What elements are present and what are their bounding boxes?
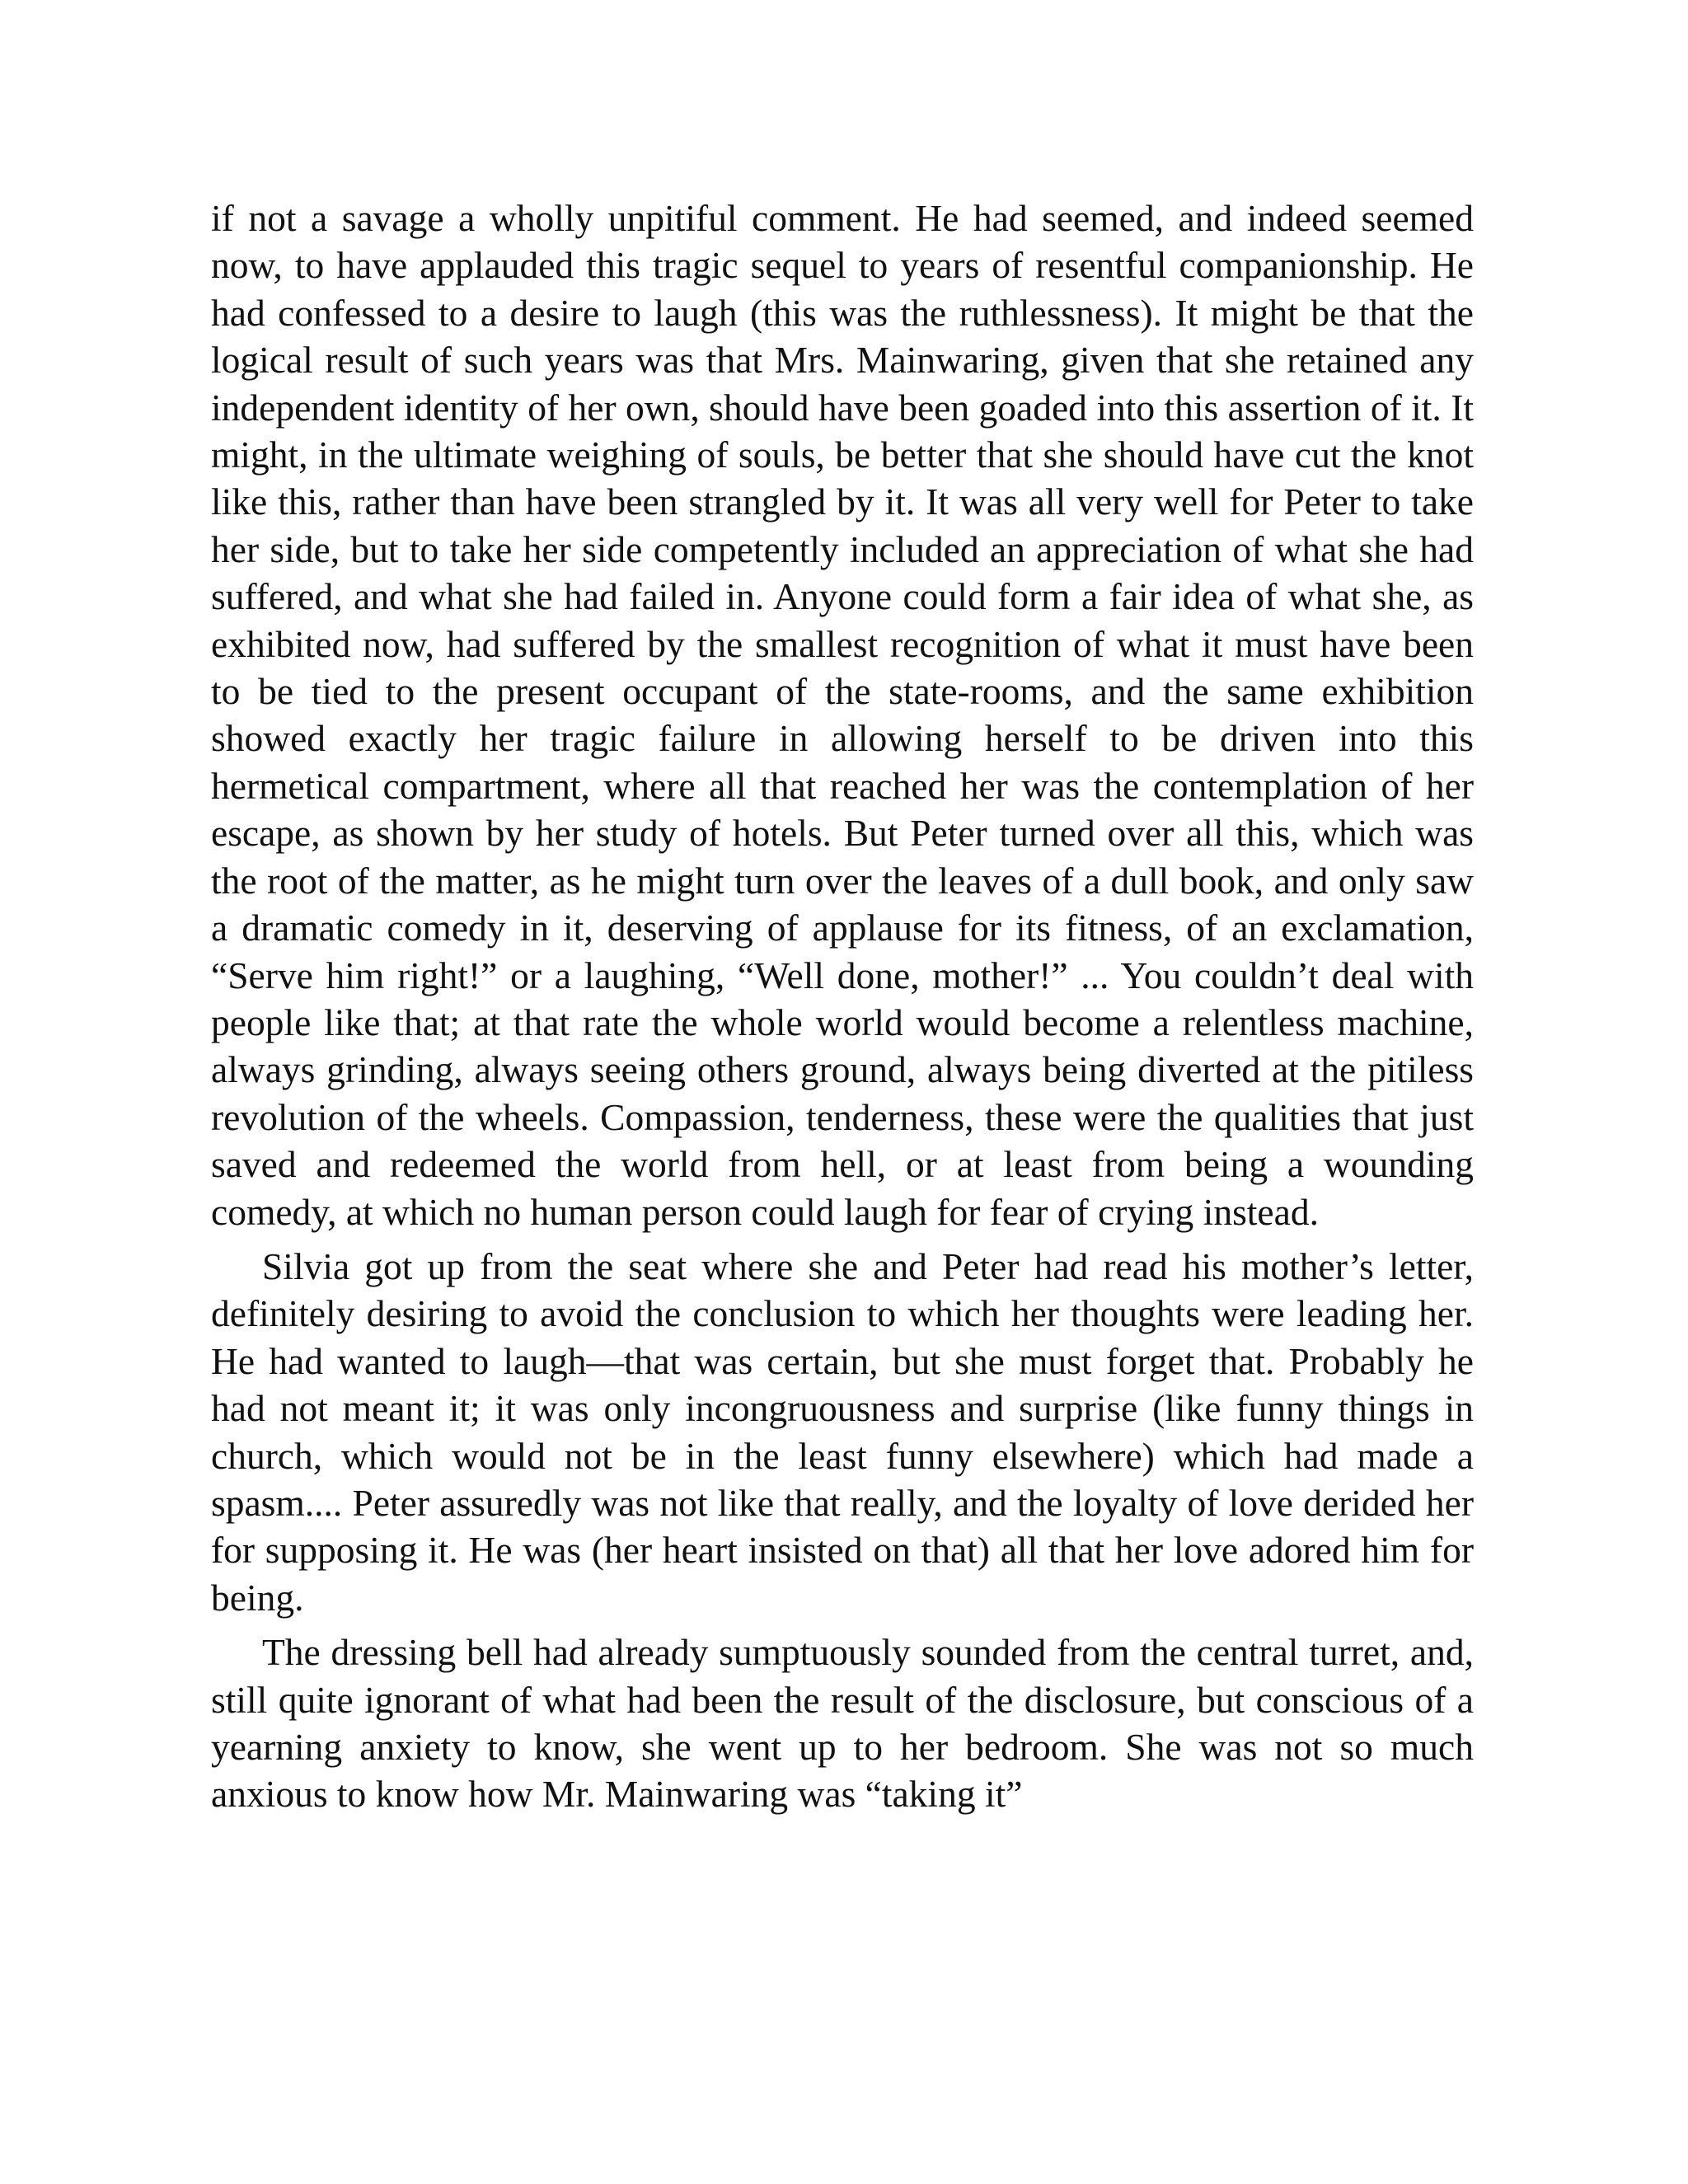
paragraph-dressing-bell: The dressing bell had already sumptuously sounded from the central turret, and, still quite ignorant of what had been the result of the disclosure, but conscious of a yearning anxiety to know, she went up to her bedroom. She was not so much anxious to know how Mr. Mainwaring was “taking it” — [211, 1631, 1474, 1816]
paragraph-silvia: Silvia got up from the seat where she and Peter had read his mother’s letter, definitely desiring to avoid the conclusion to which her thoughts were leading her. He had wanted to laugh—that was certain, but she must forget that. Probably he had not meant it; it was only incongruousness and surprise (like funny things in church, which would not be in the least funny elsewhere) which had made a spasm.... Peter assuredly was not like that really, and the loyalty of love derided her for supposing it. He was (her heart insisted on that) all that her love adored him for being. — [211, 1244, 1474, 1619]
paragraph-continuation: if not a savage a wholly unpitiful comment. He had seemed, and indeed seemed now, to have applauded this tragic sequel to years of resentful companionship. He had confessed to a desire to laugh (this was the ruthlessness). It might be that the logical result of such years was that Mrs. Mainwaring, given that she retained any independent identity of her own, should have been goaded into this assertion of it. It might, in the ultimate weighing of souls, be better that she should have cut the knot like this, rather than have been strangled by it. It was all very well for Peter to take her side, but to take her side competently included an appreciation of what she had suffered, and what she had failed in. Anyone could form a fair idea of what she, as exhibited now, had suffered by the smallest recognition of what it must have been to be tied to the present occupant of the state-rooms, and the same exhibition showed exactly her tragic failure in allowing herself to be driven into this hermetical compartment, where all that reached her was the contemplation of her escape, as shown by her study of hotels. But Peter turned over all this, which was the root of the matter, as he might turn over the leaves of a dull book, and only saw a dramatic comedy in it, deserving of applause for its fitness, of an exclamation, “Serve him right!” or a laughing, “Well done, mother!” ... You couldn’t deal with people like that; at that rate the whole world would become a relentless machine, always grinding, always seeing others ground, always being diverted at the pitiless revolution of the wheels. Compassion, tenderness, these were the qualities that just saved and redeemed the world from hell, or at least from being a wounding comedy, at which no human person could laugh for fear of crying instead. — [211, 197, 1474, 1233]
page-body-text — [211, 194, 1474, 1818]
